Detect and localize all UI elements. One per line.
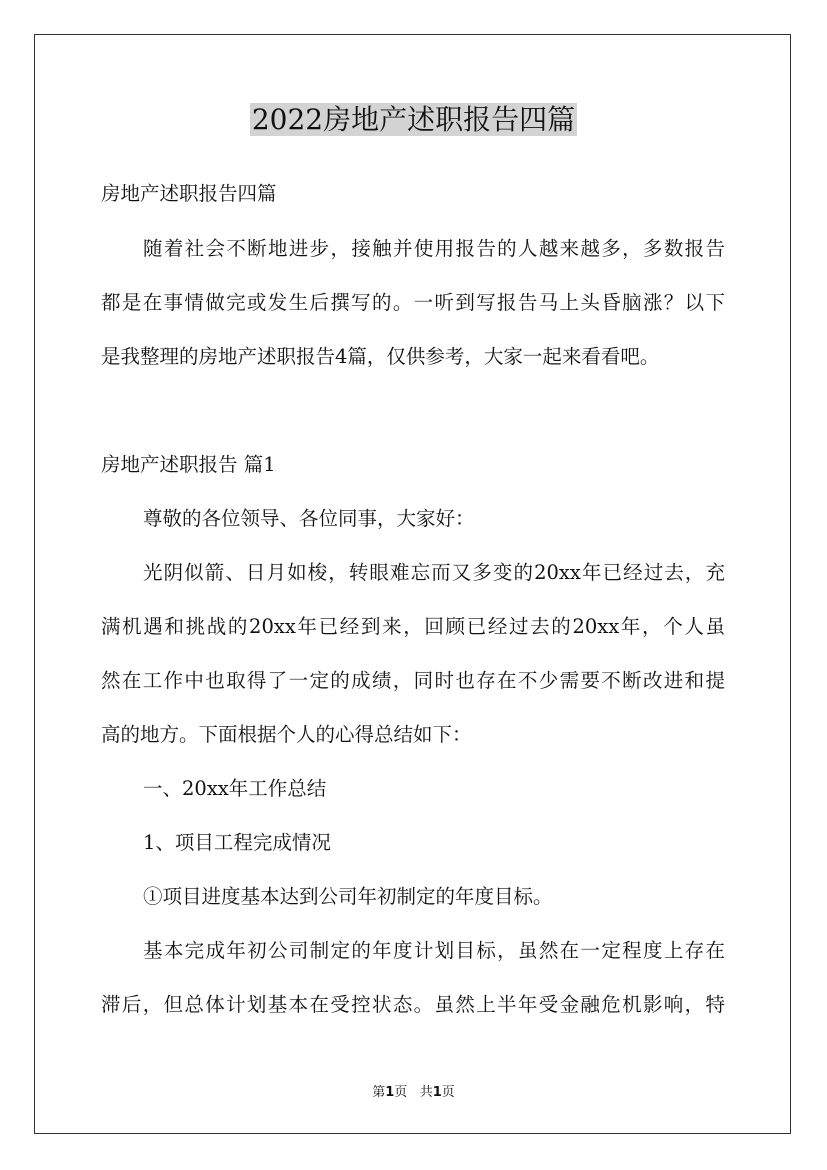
footer-page-suffix: 页: [441, 1085, 455, 1100]
heading-work-summary: 一、20xx年工作总结: [143, 777, 327, 800]
paragraph1-line-4: 高的地方。下面根据个人的心得总结如下：: [101, 723, 472, 746]
paragraph1-line-3: 然在工作中也取得了一定的成绩，同时也存在不少需要不断改进和提: [101, 669, 725, 692]
document-title: [0, 100, 827, 140]
page-footer: [0, 1084, 827, 1102]
footer-page-mid: 页 共: [394, 1085, 433, 1100]
document-title-text: 2022房地产述职报告四篇: [251, 103, 576, 136]
list-item-progress: ①项目进度基本达到公司年初制定的年度目标。: [143, 885, 553, 908]
intro-line-2: 都是在事情做完或发生后撰写的。一听到写报告马上头昏脑涨？以下: [101, 291, 725, 314]
paragraph1-line-1: 光阴似箭、日月如梭，转眼难忘而又多变的20xx年已经过去，充: [143, 561, 725, 584]
document-subtitle: 房地产述职报告四篇: [101, 182, 277, 205]
footer-page-current: 1: [385, 1085, 395, 1100]
paragraph2-line-1: 基本完成年初公司制定的年度计划目标，虽然在一定程度上存在: [143, 939, 725, 962]
paragraph1-line-2: 满机遇和挑战的20xx年已经到来，回顾已经过去的20xx年，个人虽: [101, 615, 725, 638]
section-heading: 房地产述职报告 篇1: [101, 453, 276, 476]
footer-page-total: 1: [432, 1085, 442, 1100]
intro-line-3: 是我整理的房地产述职报告4篇，仅供参考，大家一起来看看吧。: [101, 345, 660, 368]
intro-line-1: 随着社会不断地进步，接触并使用报告的人越来越多，多数报告: [143, 237, 725, 260]
heading-project-completion: 1、项目工程完成情况: [143, 831, 331, 854]
greeting-line: 尊敬的各位领导、各位同事，大家好：: [143, 507, 475, 530]
paragraph2-line-2: 滞后，但总体计划基本在受控状态。虽然上半年受金融危机影响，特: [101, 993, 725, 1016]
footer-page-prefix: 第: [372, 1085, 386, 1100]
